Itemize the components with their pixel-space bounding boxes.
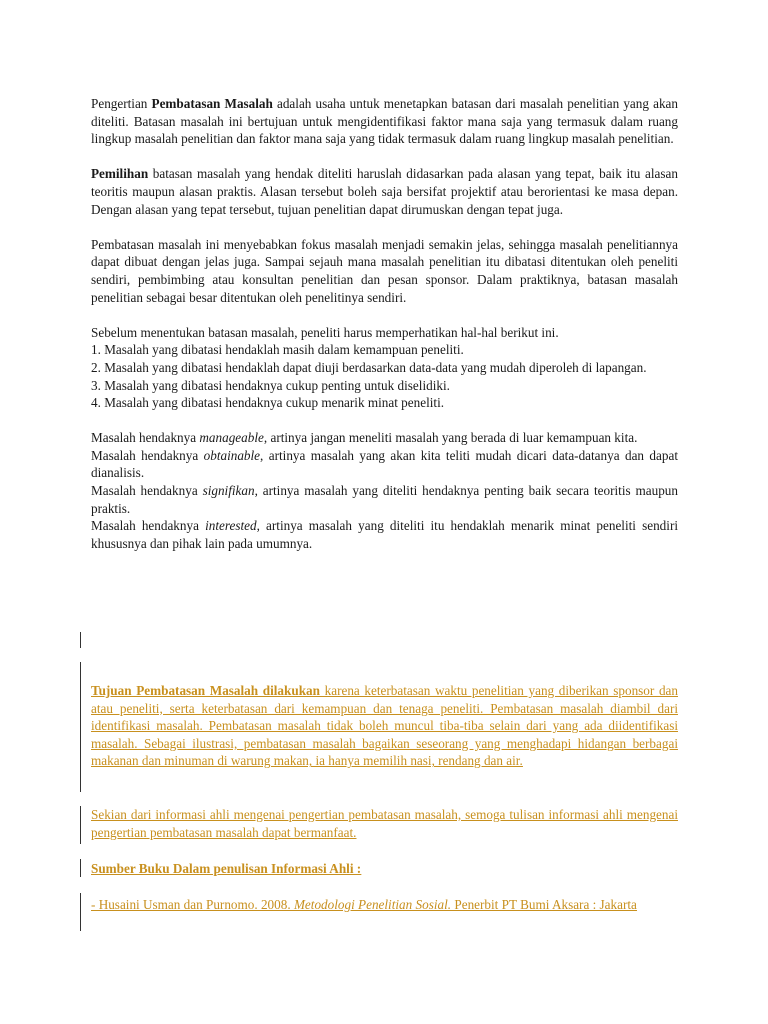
change-bar: [80, 893, 81, 931]
paragraph-tujuan[interactable]: Tujuan Pembatasan Masalah dilakukan karena keterbatasan waktu penelitian yang diberikan sponsor dan atau peneliti, serta keterbatasan dari kemampuan dan tenaga peneliti. Pembatasan masalah diambil dari identifikasi masalah. Pembatasan masalah tidak boleh muncul tiba-tiba selain dari yang ada diidentifikasi masalah. Sebagai ilustrasi, pembatasan masalah bagaikan seseorang yang menghadapi hidangan berbagai makanan dan minuman di warung makan, ia hanya memilih nasi, rendang dan air.: [91, 683, 678, 769]
list-item: 2. Masalah yang dibatasi hendaklah dapat diuji berdasarkan data-data yang mudah diperoleh di lapangan.: [91, 359, 647, 375]
reference-block: [91, 896, 678, 914]
sources-heading[interactable]: Sumber Buku Dalam penulisan Informasi Ahli :: [91, 861, 362, 876]
closing-block: [91, 806, 678, 841]
term-tujuan: Tujuan Pembatasan Masalah dilakukan: [91, 683, 320, 698]
list-item: 1. Masalah yang dibatasi hendaklah masih dalam kemampuan peneliti.: [91, 342, 464, 358]
body-text-linked: [91, 682, 678, 770]
paragraph-pemilihan: Pemilihan batasan masalah yang hendak diteliti haruslah didasarkan pada alasan yang tepat, baik itu alasan teoritis maupun alasan praktis. Alasan tersebut boleh saja bersifat projektif atau berorientasi ke masa depan. Dengan alasan yang tepat tersebut, tujuan penelitian dapat dirumuskan dengan tepat juga.: [91, 166, 678, 217]
term-pembatasan-masalah: Pembatasan Masalah: [151, 96, 273, 111]
text-cursor-marker: [80, 632, 81, 648]
change-bar: [80, 806, 81, 844]
paragraph-closing[interactable]: Sekian dari informasi ahli mengenai pengertian pembatasan masalah, semoga tulisan informasi ahli mengenai pengertian pembatasan masalah dapat bermanfaat.: [91, 807, 678, 840]
body-text-black: [91, 95, 678, 552]
paragraph-list-intro: Sebelum menentukan batasan masalah, peneliti harus memperhatikan hal-hal berikut ini.: [91, 324, 559, 340]
term-pemilihan: Pemilihan: [91, 166, 149, 182]
list-item: 4. Masalah yang dibatasi hendaknya cukup menarik minat peneliti.: [91, 395, 445, 411]
criteria-interested: Masalah hendaknya interested, artinya masalah yang diteliti itu hendaklah menarik minat peneliti sendiri khususnya dan pihak lain pada umumnya.: [91, 518, 678, 551]
criteria-manageable: Masalah hendaknya manageable, artinya jangan meneliti masalah yang berada di luar kemampuan kita.: [91, 430, 638, 446]
change-bar: [80, 859, 81, 877]
paragraph-fokus: Pembatasan masalah ini menyebabkan fokus masalah menjadi semakin jelas, sehingga masalah penelitiannya dapat dibuat dengan jelas juga. Sampai sejauh mana masalah penelitian itu dibatasi ditentukan oleh peneliti sendiri, pembimbing atau konsultan penelitian dan pesan sponsor. Dalam praktiknya, batasan masalah penelitian sebagai besar ditentukan oleh penelitinya sendiri.: [91, 236, 678, 305]
criteria-signifikan: Masalah hendaknya signifikan, artinya masalah yang diteliti hendaknya penting baik secara teoritis maupun praktis.: [91, 483, 678, 516]
change-bar: [80, 662, 81, 792]
criteria-obtainable: Masalah hendaknya obtainable, artinya masalah yang akan kita teliti mudah dicari data-datanya dan dapat dianalisis.: [91, 447, 678, 481]
paragraph-definition: Pengertian Pembatasan Masalah adalah usaha untuk menetapkan batasan dari masalah penelitian yang akan diteliti. Batasan masalah ini bertujuan untuk mengidentifikasi faktor mana saja yang termasuk dalam ruang lingkup masalah penelitian dan faktor mana saja yang tidak termasuk dalam ruang lingkup masalah penelitian.: [91, 96, 678, 147]
list-item: 3. Masalah yang dibatasi hendaknya cukup penting untuk diselidiki.: [91, 377, 450, 393]
sources-heading-block: [91, 860, 678, 878]
reference-entry[interactable]: - Husaini Usman dan Purnomo. 2008. Metodologi Penelitian Sosial. Penerbit PT Bumi Aksara : Jakarta: [91, 897, 637, 912]
